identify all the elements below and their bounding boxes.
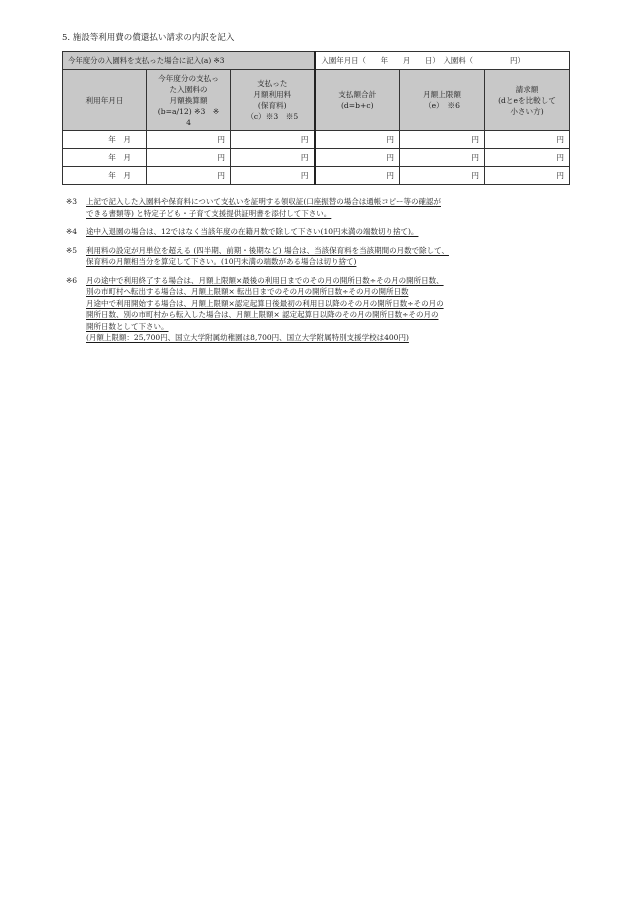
use-date-cell[interactable]: 年 月	[63, 131, 147, 149]
note-line: できる書類等) と特定子ども・子育て支援提供証明書を添付して下さい。	[86, 208, 332, 218]
claim-amount-cell[interactable]: 円	[485, 149, 570, 167]
header-total-paid: 支払額合計 (d=b+c)	[315, 70, 400, 131]
monthly-fee-cell[interactable]: 円	[231, 131, 315, 149]
note-line: (月額上限額：25,700円、国立大学附属幼稚園は8,700円、国立大学附属特別支援学校は400円)	[86, 333, 409, 342]
note-mark: ※5	[66, 245, 78, 255]
total-paid-cell[interactable]: 円	[315, 149, 400, 167]
use-date-cell[interactable]: 年 月	[63, 149, 147, 167]
table-row	[63, 167, 570, 185]
note-line: 別の市町村へ転出する場合は、月額上限額× 転出日までのその月の開所日数÷その月の開所日数	[86, 287, 409, 296]
note-mark: ※3	[66, 197, 78, 206]
header-monthly-entrance-fee: 今年度分の支払っ た入園料の 月額換算額 (b=a/12) ※3 ※ 4	[147, 70, 231, 131]
table-row	[63, 149, 570, 167]
monthly-fee-cell[interactable]: 円	[231, 167, 315, 185]
note-line: 開所日数として下さい。	[86, 321, 169, 331]
note-5	[66, 245, 571, 268]
total-paid-cell[interactable]: 円	[315, 131, 400, 149]
header-monthly-fee: 支払った 月額利用料 (保育料) （c）※3 ※5	[231, 70, 315, 131]
note-line: 月の途中で利用終了する場合は、月額上限額×最後の利用日までのその月の開所日数÷その月の開所日数、	[86, 275, 444, 285]
monthly-entrance-fee-cell[interactable]: 円	[147, 149, 231, 167]
claim-amount-cell[interactable]: 円	[485, 131, 570, 149]
note-line: 途中入退園の場合は、12ではなく当該年度の在籍月数で除して下さい(10円未満の端数切り捨て)。	[86, 227, 419, 236]
note-line: 月途中で利用開始する場合は、月額上限額×認定起算日後最初の利用日以降のその月の開所日数÷その月の	[86, 298, 444, 308]
note-3	[66, 196, 571, 219]
note-line: 上記で記入した入園料や保育料について支払いを証明する領収証(口座振替の場合は通帳コピー等の確認が	[86, 197, 441, 206]
note-line: 利用料の設定が月単位を超える (四半期、前期・後期など) 場合は、当該保育料を当該期間の月数で除して、	[86, 245, 449, 255]
table-row	[63, 131, 570, 149]
header-claim-amount: 請求額 (dとeを比較して 小さい方)	[485, 70, 570, 131]
monthly-entrance-fee-cell[interactable]: 円	[147, 167, 231, 185]
monthly-cap-cell[interactable]: 円	[400, 149, 485, 167]
notes-section	[66, 196, 571, 351]
claim-amount-cell[interactable]: 円	[485, 167, 570, 185]
note-mark: ※4	[66, 227, 78, 236]
reimbursement-table	[62, 51, 570, 185]
entrance-date-fee-field[interactable]: 入園年月日（ 年 月 日） 入園料（ 円）	[315, 52, 570, 70]
note-4	[66, 226, 571, 238]
note-line: 保育料の月額相当分を算定して下さい。(10円未満の端数がある場合は切り捨て)	[86, 257, 357, 266]
total-paid-cell[interactable]: 円	[315, 167, 400, 185]
monthly-cap-cell[interactable]: 円	[400, 131, 485, 149]
entrance-fee-label: 今年度分の入園料を支払った場合に記入(a) ※3	[63, 52, 315, 70]
section-title: 5. 施設等利用費の償還払い請求の内訳を記入	[62, 33, 235, 43]
monthly-cap-cell[interactable]: 円	[400, 167, 485, 185]
header-row	[63, 70, 570, 131]
header-monthly-cap: 月額上限額 （e） ※6	[400, 70, 485, 131]
monthly-fee-cell[interactable]: 円	[231, 149, 315, 167]
header-use-date: 利用年月日	[63, 70, 147, 131]
note-line: 開所日数、別の市町村から転入した場合は、月額上限額× 認定起算日以降のその月の開所日数÷その月の	[86, 310, 439, 319]
monthly-entrance-fee-cell[interactable]: 円	[147, 131, 231, 149]
note-mark: ※6	[66, 275, 78, 285]
use-date-cell[interactable]: 年 月	[63, 167, 147, 185]
note-6	[66, 275, 571, 344]
